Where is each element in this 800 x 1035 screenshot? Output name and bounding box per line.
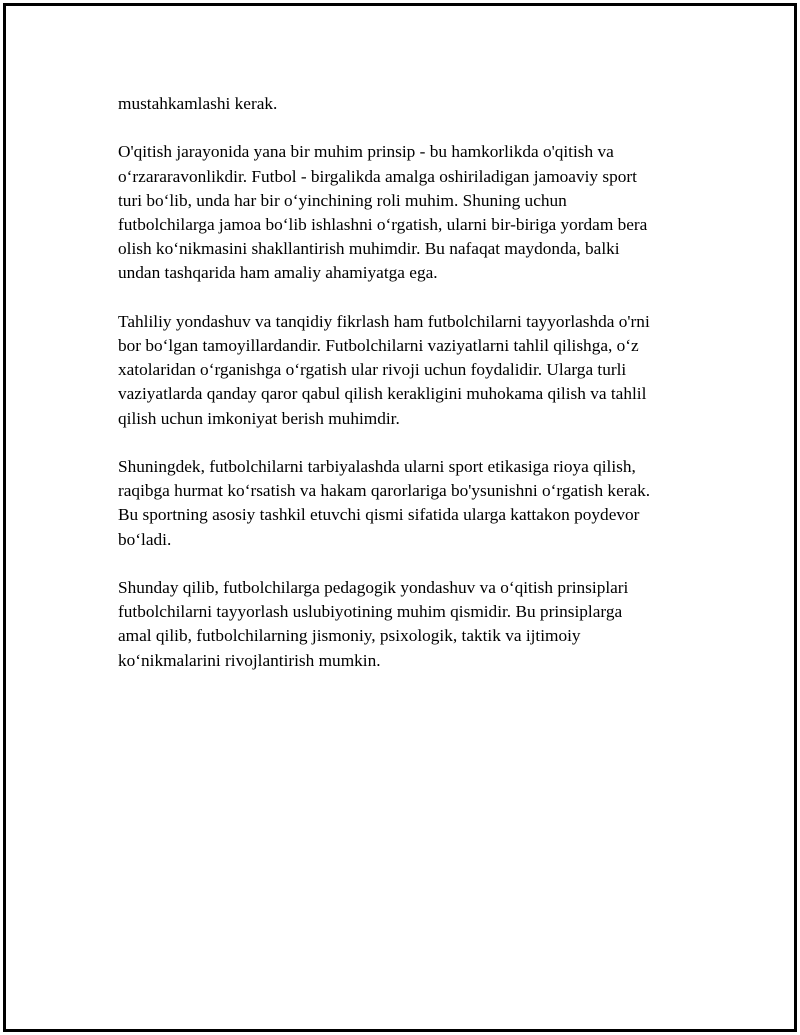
paragraph-teamwork: O'qitish jarayonida yana bir muhim prinsip - bu hamkorlikda o'qitish va o‘rzararavonlikdir. Futbol - birgalikda amalga oshiriladigan jamoaviy sport turi bo‘lib, unda har bir o‘yinchining roli muhim. Shuning uchun futbolchilarga jamoa bo‘lib ishlashni o‘rgatish, ularni bir-biriga yordam bera olish ko‘nikmasini shakllantirish muhimdir. Bu nafaqat maydonda, balki undan tashqarida ham amaliy ahamiyatga ega. bbox=[118, 142, 648, 283]
paragraph-continuation: mustahkamlashi kerak. bbox=[118, 94, 278, 113]
document-body bbox=[118, 92, 698, 697]
paragraph-analytical-approach: Tahliliy yondashuv va tanqidiy fikrlash ham futbolchilarni tayyorlashda o'rni bor bo‘lgan tamoyillardandir. Futbolchilarni vaziyatlarni tahlil qilishga, o‘z xatolaridan o‘rganishga o‘rgatish ular rivoji uchun foydalidir. Ularga turli vaziyatlarda qanday qaror qabul qilish kerakligini muhokama qilish va tahlil qilish uchun imkoniyat berish muhimdir. bbox=[118, 311, 650, 428]
paragraph-conclusion: Shunday qilib, futbolchilarga pedagogik yondashuv va o‘qitish prinsiplari futbolchilarni tayyorlash uslubiyotining muhim qismidir. Bu prinsiplarga amal qilib, futbolchilarning jismoniy, psixologik, taktik va ijtimoiy ko‘nikmalarini rivojlantirish mumkin. bbox=[118, 578, 629, 670]
paragraph-sport-ethics: Shuningdek, futbolchilarni tarbiyalashda ularni sport etikasiga rioya qilish, raqibga hurmat ko‘rsatish va hakam qarorlariga bo'ysunishni o‘rgatish kerak. Bu sportning asosiy tashkil etuvchi qismi sifatida ularga kattakon poydevor bo‘ladi. bbox=[118, 457, 651, 549]
